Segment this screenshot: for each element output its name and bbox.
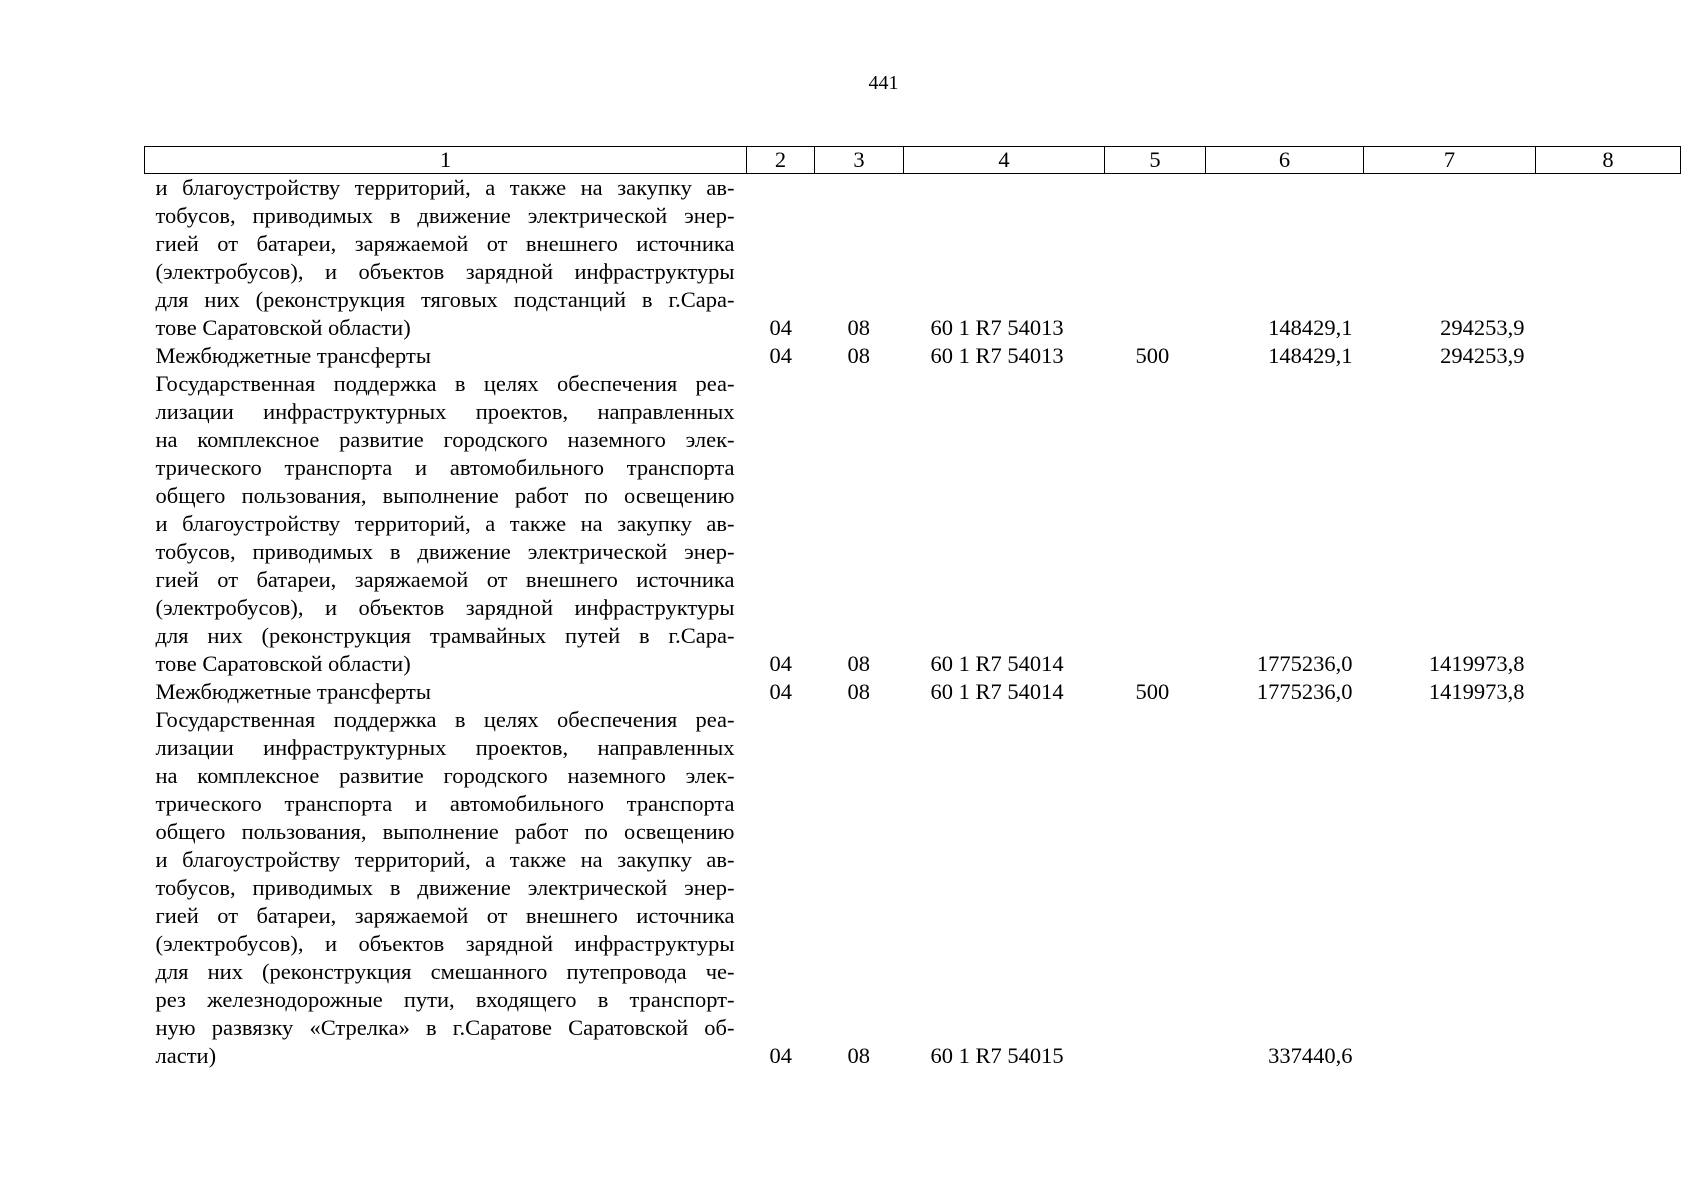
expense-item-name-line: лизации инфраструктурных проектов, направленных bbox=[155, 399, 735, 424]
expense-type-code bbox=[1105, 174, 1206, 343]
subsection-code: 08 bbox=[847, 651, 870, 676]
column-header-3: 3 bbox=[815, 147, 904, 174]
amount-year-1: 1775236,0 bbox=[1256, 679, 1353, 704]
amount-year-3 bbox=[1536, 678, 1681, 706]
amount-year-3 bbox=[1536, 370, 1681, 678]
expense-item-name-line: лизации инфраструктурных проектов, направленных bbox=[155, 735, 735, 760]
column-header-8: 8 bbox=[1536, 147, 1681, 174]
expense-item-name-line: на комплексное развитие городского наземного элек- bbox=[155, 427, 735, 452]
expense-item-name-line: Межбюджетные трансферты bbox=[155, 679, 431, 704]
expense-item-name-line: Межбюджетные трансферты bbox=[155, 343, 431, 368]
amount-year-1: 148429,1 bbox=[1268, 343, 1353, 368]
table-body bbox=[145, 174, 1681, 1071]
subsection-code: 08 bbox=[847, 343, 870, 368]
expense-item-name-line: и благоустройству территорий, а также на закупку ав- bbox=[155, 511, 735, 536]
expense-type-code: 500 bbox=[1135, 343, 1170, 368]
expense-item-name-line: (электробусов), и объектов зарядной инфраструктуры bbox=[155, 259, 735, 284]
target-article-code: 60 1 R7 54013 bbox=[930, 315, 1064, 340]
expense-item-name-line: Государственная поддержка в целях обеспечения реа- bbox=[155, 707, 735, 732]
amount-year-1: 337440,6 bbox=[1268, 1043, 1353, 1068]
amount-year-2 bbox=[1364, 706, 1536, 1070]
expense-item-name-line: рез железнодорожные пути, входящего в транспорт- bbox=[155, 987, 735, 1012]
table-row bbox=[145, 706, 1681, 1070]
expense-type-code bbox=[1105, 706, 1206, 1070]
expense-item-name-line: трического транспорта и автомобильного транспорта bbox=[155, 791, 735, 816]
amount-year-3 bbox=[1536, 706, 1681, 1070]
expense-item-name-line: для них (реконструкция тяговых подстанций в г.Сара- bbox=[155, 287, 735, 312]
section-code: 04 bbox=[769, 315, 792, 340]
target-article-code: 60 1 R7 54015 bbox=[930, 1043, 1064, 1068]
expense-item-name-line: для них (реконструкция трамвайных путей в г.Сара- bbox=[155, 623, 735, 648]
table-row bbox=[145, 174, 1681, 343]
amount-year-1: 148429,1 bbox=[1268, 315, 1353, 340]
amount-year-3 bbox=[1536, 342, 1681, 370]
section-code: 04 bbox=[769, 1043, 792, 1068]
column-header-2: 2 bbox=[747, 147, 815, 174]
target-article-code: 60 1 R7 54014 bbox=[930, 679, 1064, 704]
expense-item-name-line: тобусов, приводимых в движение электрической энер- bbox=[155, 539, 735, 564]
column-header-5: 5 bbox=[1105, 147, 1206, 174]
section-code: 04 bbox=[769, 651, 792, 676]
budget-table bbox=[144, 146, 1681, 1070]
expense-item-name-line: общего пользования, выполнение работ по освещению bbox=[155, 483, 735, 508]
target-article-code: 60 1 R7 54014 bbox=[930, 651, 1064, 676]
expense-item-name-line: (электробусов), и объектов зарядной инфраструктуры bbox=[155, 931, 735, 956]
expense-item-name-line: для них (реконструкция смешанного путепровода че- bbox=[155, 959, 735, 984]
expense-item-name-line: тобусов, приводимых в движение электрической энер- bbox=[155, 875, 735, 900]
amount-year-1: 1775236,0 bbox=[1256, 651, 1353, 676]
expense-item-name-line: гией от батареи, заряжаемой от внешнего источника bbox=[155, 567, 735, 592]
expense-item-name-line: Государственная поддержка в целях обеспечения реа- bbox=[155, 371, 735, 396]
expense-item-name-line: тобусов, приводимых в движение электрической энер- bbox=[155, 203, 735, 228]
table-row bbox=[145, 342, 1681, 370]
expense-item-name-line: тове Саратовской области) bbox=[155, 651, 411, 676]
amount-year-2: 1419973,8 bbox=[1428, 651, 1525, 676]
section-code: 04 bbox=[769, 343, 792, 368]
amount-year-2: 294253,9 bbox=[1440, 315, 1525, 340]
subsection-code: 08 bbox=[847, 679, 870, 704]
expense-item-name-line: ную развязку «Стрелка» в г.Саратове Саратовской об- bbox=[155, 1015, 735, 1040]
expense-item-name-line: ласти) bbox=[155, 1043, 217, 1068]
expense-item-name bbox=[145, 706, 747, 1070]
expense-item-name-line: общего пользования, выполнение работ по освещению bbox=[155, 819, 735, 844]
target-article-code: 60 1 R7 54013 bbox=[930, 343, 1064, 368]
amount-year-3 bbox=[1536, 174, 1681, 343]
column-number-header-row bbox=[145, 147, 1681, 174]
section-code: 04 bbox=[769, 679, 792, 704]
amount-year-2: 1419973,8 bbox=[1428, 679, 1525, 704]
expense-item-name-line: гией от батареи, заряжаемой от внешнего источника bbox=[155, 903, 735, 928]
expense-item-name-line: гией от батареи, заряжаемой от внешнего источника bbox=[155, 231, 735, 256]
subsection-code: 08 bbox=[847, 1043, 870, 1068]
subsection-code: 08 bbox=[847, 315, 870, 340]
expense-item-name bbox=[145, 370, 747, 678]
amount-year-2: 294253,9 bbox=[1440, 343, 1525, 368]
column-header-7: 7 bbox=[1364, 147, 1536, 174]
column-header-6: 6 bbox=[1206, 147, 1364, 174]
expense-type-code: 500 bbox=[1135, 679, 1170, 704]
expense-item-name-line: тове Саратовской области) bbox=[155, 315, 411, 340]
column-header-1: 1 bbox=[145, 147, 747, 174]
expense-type-code bbox=[1105, 370, 1206, 678]
expense-item-name-line: на комплексное развитие городского наземного элек- bbox=[155, 763, 735, 788]
expense-item-name-line: и благоустройству территорий, а также на закупку ав- bbox=[155, 847, 735, 872]
expense-item-name bbox=[145, 342, 747, 370]
column-header-4: 4 bbox=[904, 147, 1105, 174]
expense-item-name-line: трического транспорта и автомобильного транспорта bbox=[155, 455, 735, 480]
expense-item-name bbox=[145, 174, 747, 343]
expense-item-name-line: и благоустройству территорий, а также на закупку ав- bbox=[155, 175, 735, 200]
expense-item-name-line: (электробусов), и объектов зарядной инфраструктуры bbox=[155, 595, 735, 620]
table-row bbox=[145, 678, 1681, 706]
page-number: 441 bbox=[868, 72, 899, 94]
expense-item-name bbox=[145, 678, 747, 706]
table-row bbox=[145, 370, 1681, 678]
